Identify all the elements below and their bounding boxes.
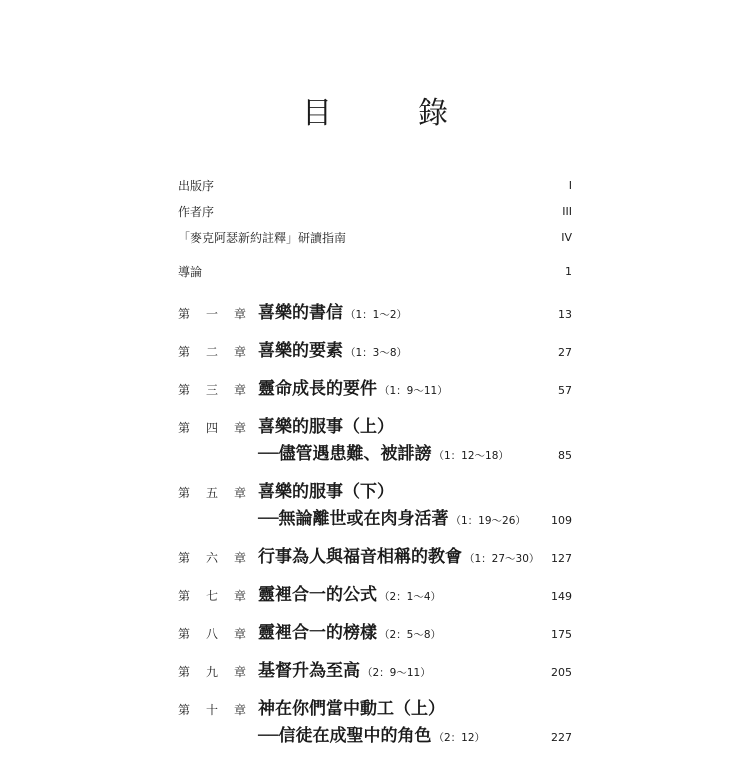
chapter-reference: （1：9〜11） xyxy=(379,385,448,397)
chapter-number xyxy=(178,480,246,507)
entry-page: IV xyxy=(561,230,572,244)
chapter-page: 13 xyxy=(558,308,572,321)
chapter-page: 57 xyxy=(558,384,572,397)
chapter-reference: （1：27〜30） xyxy=(464,553,540,565)
chapter-number xyxy=(178,621,246,648)
toc-chapter-8[interactable] xyxy=(178,620,572,647)
toc-chapter-3[interactable] xyxy=(178,376,572,403)
chapter-reference: （1：3〜8） xyxy=(345,347,408,359)
chapter-reference: （1：12〜18） xyxy=(433,450,509,462)
chapter-reference: （1：19〜26） xyxy=(450,515,526,527)
chapter-number xyxy=(178,377,246,404)
chapter-page: 149 xyxy=(551,590,572,603)
chapter-numeral: 四 xyxy=(205,421,218,435)
chapter-page: 227 xyxy=(551,731,572,744)
chapter-title: 靈裡合一的榜樣 xyxy=(258,623,377,643)
chapter-title: 喜樂的要素 xyxy=(258,341,343,361)
chapter-title: 喜樂的服事（下） xyxy=(258,482,394,502)
chapter-prefix: 第 xyxy=(178,665,191,679)
page-title: 目 錄 xyxy=(302,96,476,131)
chapter-suffix: 章 xyxy=(233,421,246,435)
chapter-subtitle: ──儘管遇患難、被誹謗 xyxy=(258,444,432,464)
toc-chapter-5[interactable] xyxy=(178,479,572,533)
chapter-page: 27 xyxy=(558,346,572,359)
chapter-suffix: 章 xyxy=(233,551,246,565)
chapter-prefix: 第 xyxy=(178,421,191,435)
chapter-numeral: 三 xyxy=(205,383,218,397)
chapter-reference: （2：9〜11） xyxy=(362,667,431,679)
chapter-title: 行事為人與福音相稱的教會 xyxy=(258,547,462,567)
chapter-numeral: 一 xyxy=(205,307,218,321)
toc-chapter-4[interactable] xyxy=(178,414,572,468)
chapter-reference: （2：12） xyxy=(433,732,486,744)
chapter-title: 靈命成長的要件 xyxy=(258,379,377,399)
chapter-title: 喜樂的服事（上） xyxy=(258,417,394,437)
chapter-number xyxy=(178,659,246,686)
chapter-numeral: 八 xyxy=(205,627,218,641)
chapter-suffix: 章 xyxy=(233,627,246,641)
chapter-reference: （1：1〜2） xyxy=(345,309,408,321)
chapter-page: 85 xyxy=(558,449,572,462)
chapter-numeral: 六 xyxy=(205,551,218,565)
chapter-prefix: 第 xyxy=(178,383,191,397)
entry-label: 「麥克阿瑟新約註釋」研讀指南 xyxy=(178,230,347,245)
chapter-title: 神在你們當中動工（上） xyxy=(258,699,445,719)
entry-page: III xyxy=(562,204,572,218)
chapter-list xyxy=(178,300,572,761)
chapter-prefix: 第 xyxy=(178,627,191,641)
chapter-title: 基督升為至高 xyxy=(258,661,360,681)
chapter-number xyxy=(178,697,246,724)
chapter-prefix: 第 xyxy=(178,486,191,500)
chapter-page: 109 xyxy=(551,514,572,527)
chapter-prefix: 第 xyxy=(178,307,191,321)
chapter-prefix: 第 xyxy=(178,551,191,565)
toc-chapter-1[interactable] xyxy=(178,300,572,327)
toc-chapter-10[interactable] xyxy=(178,696,572,750)
toc-entry-publisher-preface[interactable] xyxy=(178,172,572,198)
chapter-reference: （2：5〜8） xyxy=(379,629,442,641)
toc-chapter-6[interactable] xyxy=(178,544,572,571)
chapter-reference: （2：1〜4） xyxy=(379,591,442,603)
chapter-number xyxy=(178,545,246,572)
chapter-numeral: 二 xyxy=(205,345,218,359)
toc-entry-study-guide[interactable] xyxy=(178,224,572,250)
toc-entry-introduction[interactable] xyxy=(178,258,572,284)
chapter-subtitle: ──無論離世或在肉身活著 xyxy=(258,509,449,529)
entry-label: 作者序 xyxy=(178,204,215,219)
chapter-page: 175 xyxy=(551,628,572,641)
toc-chapter-2[interactable] xyxy=(178,338,572,365)
toc-chapter-9[interactable] xyxy=(178,658,572,685)
chapter-page: 205 xyxy=(551,666,572,679)
chapter-numeral: 五 xyxy=(205,486,218,500)
chapter-number xyxy=(178,339,246,366)
entry-label: 導論 xyxy=(178,264,203,279)
chapter-numeral: 十 xyxy=(205,703,218,717)
chapter-numeral: 九 xyxy=(205,665,218,679)
chapter-subtitle: ──信徒在成聖中的角色 xyxy=(258,726,432,746)
front-matter-list xyxy=(178,172,572,250)
chapter-prefix: 第 xyxy=(178,703,191,717)
entry-label: 出版序 xyxy=(178,178,215,193)
chapter-prefix: 第 xyxy=(178,589,191,603)
chapter-suffix: 章 xyxy=(233,589,246,603)
chapter-number xyxy=(178,301,246,328)
chapter-prefix: 第 xyxy=(178,345,191,359)
toc-chapter-7[interactable] xyxy=(178,582,572,609)
chapter-suffix: 章 xyxy=(233,383,246,397)
chapter-suffix: 章 xyxy=(233,345,246,359)
chapter-number xyxy=(178,583,246,610)
chapter-title: 喜樂的書信 xyxy=(258,303,343,323)
chapter-numeral: 七 xyxy=(205,589,218,603)
chapter-suffix: 章 xyxy=(233,307,246,321)
chapter-title: 靈裡合一的公式 xyxy=(258,585,377,605)
chapter-suffix: 章 xyxy=(233,703,246,717)
entry-page: 1 xyxy=(565,264,572,278)
entry-page: I xyxy=(568,178,572,192)
chapter-suffix: 章 xyxy=(233,665,246,679)
chapter-suffix: 章 xyxy=(233,486,246,500)
chapter-page: 127 xyxy=(551,552,572,565)
chapter-number xyxy=(178,415,246,442)
toc-entry-author-preface[interactable] xyxy=(178,198,572,224)
